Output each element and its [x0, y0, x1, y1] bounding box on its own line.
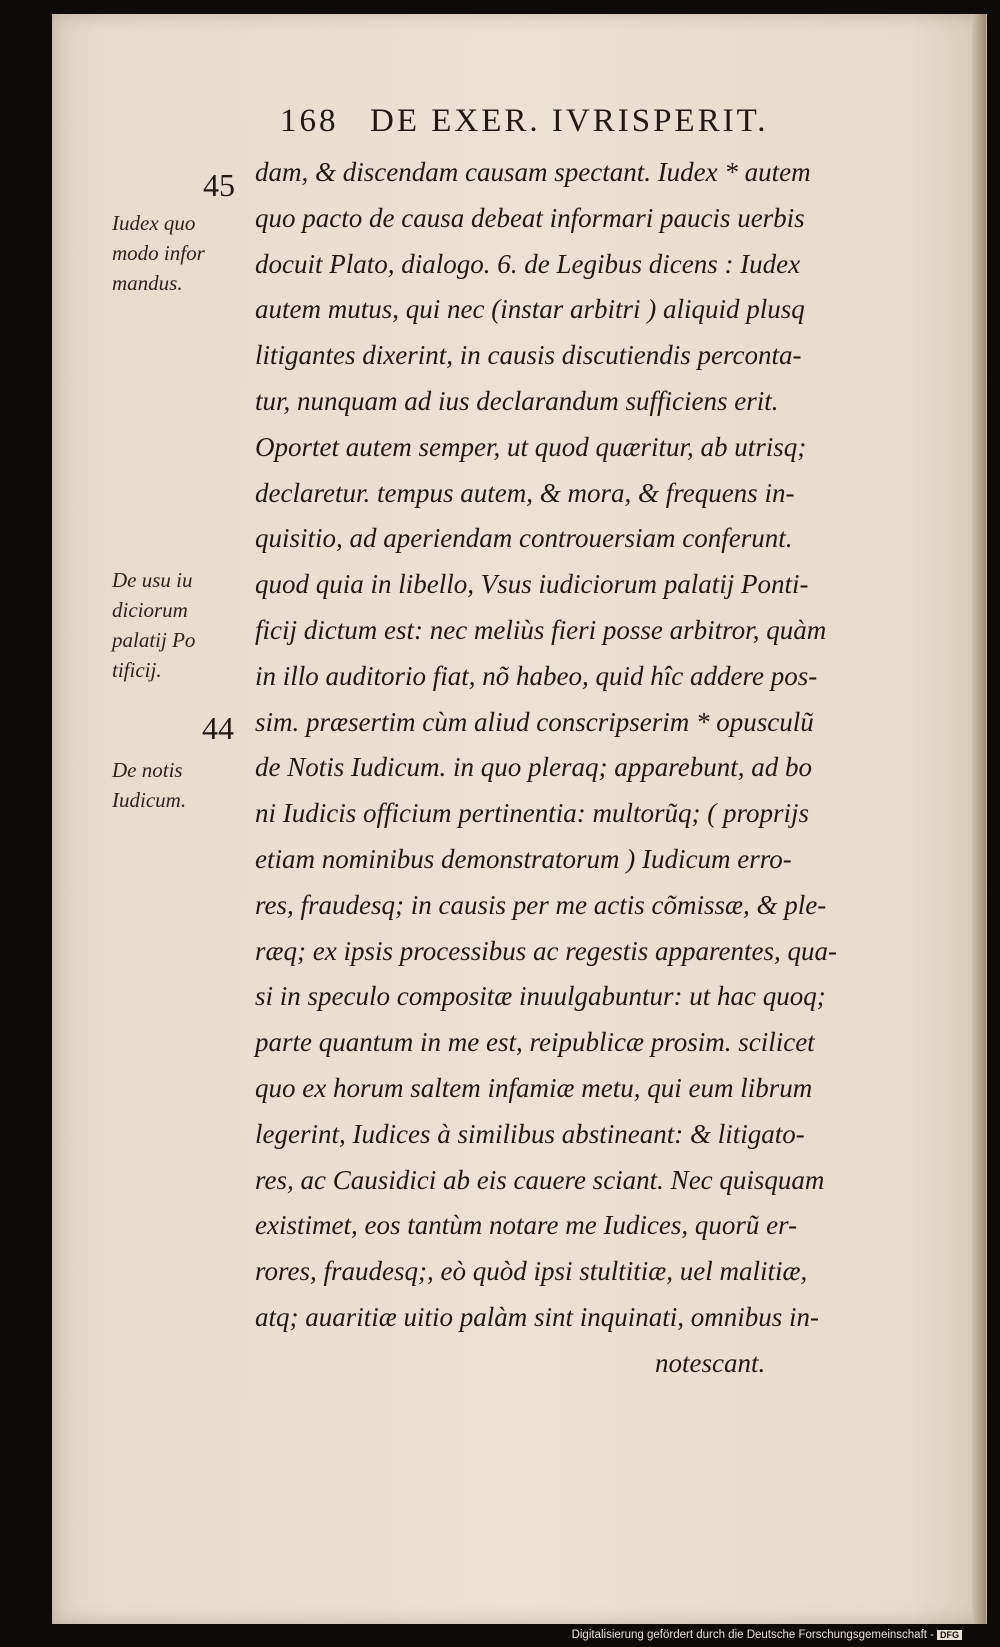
margin-note-line: Iudex quo [112, 211, 196, 235]
margin-note-notis [112, 755, 252, 815]
margin-note-line: diciorum [112, 598, 188, 622]
text-line: tur, nunquam ad ius declarandum sufficiens erit. [255, 385, 779, 416]
margin-number-45: 45 [203, 167, 235, 203]
margin-number-44: 44 [202, 710, 234, 746]
text-line: atq; auaritiæ uitio palàm sint inquinati, omnibus in- [255, 1301, 820, 1332]
text-line: res, ac Causidici ab eis cauere sciant. Nec quisquam [255, 1164, 825, 1195]
text-line: existimet, eos tantùm notare me Iudices, quorũ er- [255, 1210, 798, 1241]
text-line: de Notis Iudicum. in quo pleraq; apparebunt, ad bo [255, 752, 812, 783]
margin-note-line: De notis [112, 758, 183, 782]
margin-note-line: mandus. [112, 271, 183, 295]
text-line: ficij dictum est: nec meliùs fieri posse arbitror, quàm [255, 614, 827, 645]
text-line: ræq; ex ipsis processibus ac regestis apparentes, qua- [255, 935, 837, 966]
running-title: DE EXER. IVRISPERIT. [370, 103, 769, 139]
margin-note-line: De usu iu [112, 568, 193, 592]
text-line: rores, fraudesq;, eò quòd ipsi stultitiæ, uel malitiæ, [255, 1256, 808, 1287]
margin-note-line: modo infor [112, 241, 205, 265]
page-edge [972, 14, 986, 1624]
main-text [255, 150, 955, 1387]
text-line: quod quia in libello, Vsus iudiciorum palatij Ponti- [255, 569, 809, 600]
running-header [280, 103, 920, 151]
text-line: Oportet autem semper, ut quod quæritur, ab utrisq; [255, 431, 807, 462]
margin-note-line: palatij Po [112, 628, 196, 652]
text-line: docuit Plato, dialogo. 6. de Legibus dicens : Iudex [255, 248, 801, 279]
margin-note-line: Iudicum. [112, 788, 187, 812]
text-line: legerint, Iudices à similibus abstineant: & litigato- [255, 1118, 805, 1149]
text-line: quo ex horum saltem infamiæ metu, qui eum librum [255, 1072, 813, 1103]
page-number: 168 [280, 103, 339, 139]
text-line: litigantes dixerint, in causis discutiendis perconta- [255, 340, 802, 371]
text-line: etiam nominibus demonstratorum ) Iudicum erro- [255, 843, 792, 874]
text-line: quo pacto de causa debeat informari paucis uerbis [255, 202, 805, 233]
text-line: parte quantum in me est, reipublicæ prosim. scilicet [255, 1027, 815, 1058]
text-line: autem mutus, qui nec (instar arbitri ) aliquid plusq [255, 294, 805, 325]
text-line: sim. præsertim cùm aliud conscripserim * opusculũ [255, 706, 814, 737]
text-line: si in speculo compositæ inuulgabuntur: ut hac quoq; [255, 981, 826, 1012]
text-line: declaretur. tempus autem, & mora, & frequens in- [255, 477, 795, 508]
margin-note-iudex [112, 208, 252, 298]
credit-text: Digitalisierung gefördert durch die Deutsche Forschungsgemeinschaft - [571, 1629, 934, 1641]
text-line: quisitio, ad aperiendam controuersiam conferunt. [255, 523, 793, 554]
margin-note-usu [112, 565, 252, 685]
text-line: in illo auditorio fiat, nõ habeo, quid hîc addere pos- [255, 660, 818, 691]
text-line: res, fraudesq; in causis per me actis cõmissæ, & ple- [255, 889, 827, 920]
text-line: ni Iudicis officium pertinentia: multorũq; ( proprijs [255, 798, 809, 829]
dfg-logo: DFG [937, 1630, 962, 1640]
text-line: notescant. [655, 1347, 766, 1378]
digitization-credit [572, 1629, 962, 1641]
text-line: dam, & discendam causam spectant. Iudex * autem [255, 157, 811, 187]
margin-note-line: tificij. [112, 658, 162, 682]
